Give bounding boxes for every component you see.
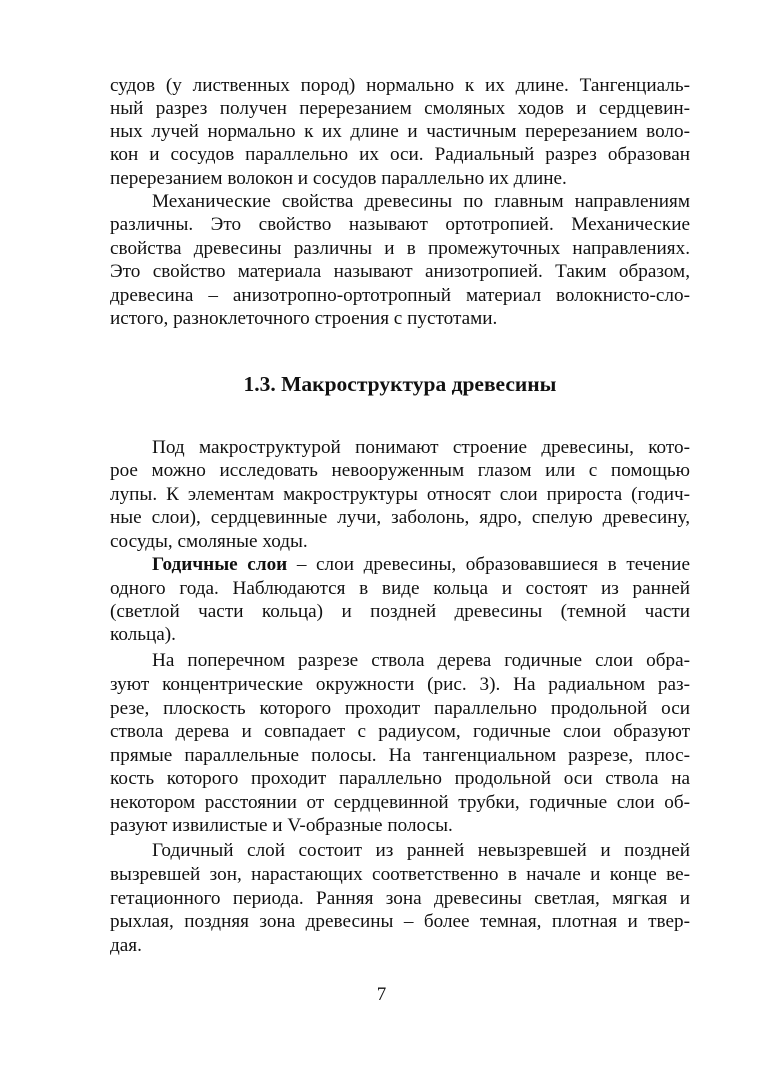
text-line: На поперечном разрезе ствола дерева годичные слои обра- [152, 650, 690, 671]
text-line: зуют концентрические окружности (рис. 3). На радиальном раз- [110, 674, 690, 695]
text-line: Годичный слой состоит из ранней невызревшей и поздней [152, 840, 690, 861]
text-line: ных лучей нормально к их длине и частичным перерезанием воло- [110, 121, 690, 142]
term-rest: – слои древесины, образовавшиеся в течение [287, 554, 690, 575]
section-title: 1.3. Макроструктура древесины [243, 372, 557, 396]
term-definition-line [152, 553, 690, 576]
text-line: лупы. К элементам макроструктуры относят слои прироста (годич- [110, 484, 690, 505]
text-line: рыхлая, поздняя зона древесины – более темная, плотная и твер- [110, 911, 690, 932]
text-line: дая. [110, 935, 142, 956]
text-line: древесина – анизотропно-ортотропный материал волокнисто-сло- [110, 285, 690, 306]
text-line: резе, плоскость которого проходит параллельно продольной оси [110, 698, 690, 719]
text-line: кость которого проходит параллельно продольной оси ствола на [110, 768, 690, 789]
text-line: гетационного периода. Ранняя зона древесины светлая, мягкая и [110, 888, 690, 909]
text-line: ствола дерева и совпадает с радиусом, годичные слои образуют [110, 721, 690, 742]
text-line: (светлой части кольца) и поздней древесины (темной части [110, 601, 690, 622]
text-line: кольца). [110, 624, 176, 645]
text-line: одного года. Наблюдаются в виде кольца и состоят из ранней [110, 578, 690, 599]
text-line: рое можно исследовать невооруженным глазом или с помощью [110, 460, 690, 481]
text-line: разуют извилистые и V-образные полосы. [110, 815, 453, 836]
text-line: ный разрез получен перерезанием смоляных ходов и сердцевин- [110, 98, 690, 119]
text-line: перерезанием волокон и сосудов параллельно их длине. [110, 168, 567, 189]
term-bold: Годичные слои [152, 554, 288, 575]
text-line: некотором расстоянии от сердцевинной трубки, годичные слои об- [110, 792, 690, 813]
text-line: различны. Это свойство называют ортотропией. Механические [110, 214, 690, 235]
text-line: сосуды, смоляные ходы. [110, 531, 308, 552]
text-line: Под макроструктурой понимают строение древесины, кото- [152, 437, 690, 458]
text-line: истого, разноклеточного строения с пустотами. [110, 308, 498, 329]
text-line: ные слои), сердцевинные лучи, заболонь, ядро, спелую древесину, [110, 507, 690, 528]
text-line: прямые параллельные полосы. На тангенциальном разрезе, плос- [110, 745, 690, 766]
text-line: Это свойство материала называют анизотропией. Таким образом, [110, 261, 690, 282]
text-line: вызревшей зон, нарастающих соответственно в начале и конце ве- [110, 864, 690, 885]
text-line: кон и сосудов параллельно их оси. Радиальный разрез образован [110, 144, 690, 165]
text-line: Механические свойства древесины по главным направлениям [152, 191, 690, 212]
page-number: 7 [376, 984, 387, 1005]
text-line: судов (у лиственных пород) нормально к их длине. Тангенциаль- [110, 75, 690, 96]
text-line: свойства древесины различны и в промежуточных направлениях. [110, 238, 690, 259]
